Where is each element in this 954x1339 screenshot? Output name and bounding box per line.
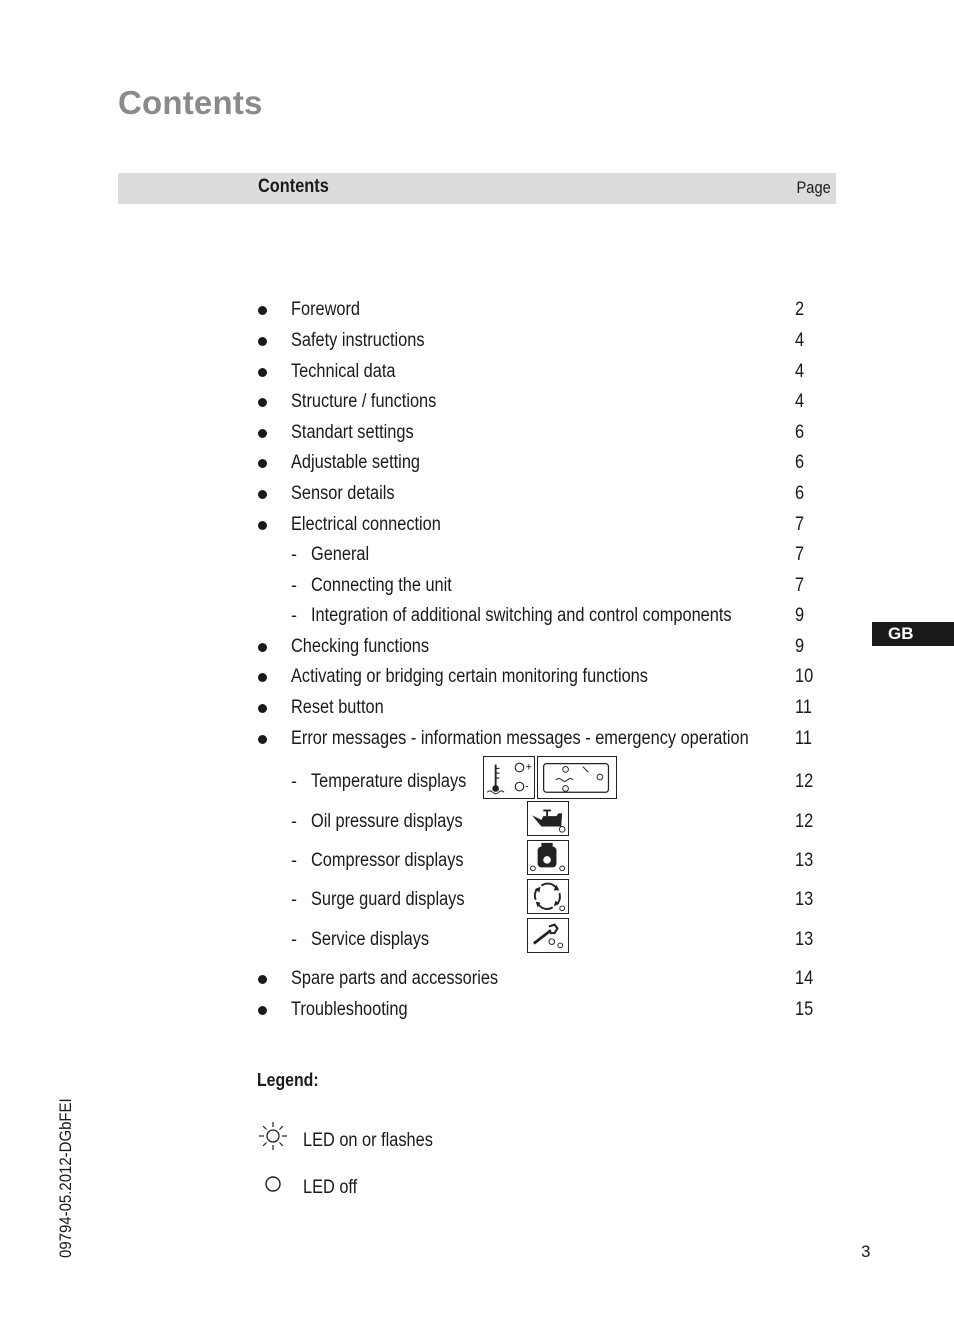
toc-entry-label: Reset button — [291, 697, 384, 718]
toc-entry-page: 12 — [795, 771, 814, 792]
toc-entry-label: Electrical connection — [291, 514, 441, 535]
toc-entry-label: Safety instructions — [291, 330, 425, 351]
toc-entry-adjustable-setting[interactable] — [0, 452, 954, 476]
toc-entry-label: Sensor details — [291, 483, 395, 504]
toc-subentry-integration[interactable] — [0, 605, 954, 629]
dash-marker: - — [291, 575, 297, 595]
toc-entry-label: Service displays — [311, 929, 430, 950]
toc-subentry-compressor-displays[interactable] — [0, 850, 954, 874]
toc-entry-label: Temperature displays — [311, 771, 467, 792]
toc-entry-error-messages[interactable] — [0, 728, 954, 752]
dash-marker: - — [291, 771, 297, 791]
toc-entry-label: Surge guard displays — [311, 889, 465, 910]
toc-entry-safety-instructions[interactable] — [0, 330, 954, 354]
toc-entry-page: 12 — [795, 811, 814, 832]
toc-entry-page: 6 — [795, 483, 805, 504]
toc-subentry-temperature-displays[interactable] — [0, 771, 954, 795]
toc-entry-page: 4 — [795, 330, 805, 351]
bullet-icon — [258, 306, 267, 315]
bullet-icon — [258, 704, 267, 713]
document-code: 09794-05.2012-DGbFEI — [56, 1098, 75, 1258]
toc-entry-label: Integration of additional switching and control components — [311, 605, 732, 626]
page-number: 3 — [861, 1242, 871, 1261]
toc-entry-page: 9 — [795, 605, 805, 626]
led-off-circle-icon — [264, 1175, 282, 1193]
toc-entry-label: Technical data — [291, 361, 396, 382]
toc-entry-electrical-connection[interactable] — [0, 514, 954, 538]
contents-header-bar — [118, 173, 836, 204]
water-circuit-led-icon — [537, 756, 617, 799]
bullet-icon — [258, 521, 267, 530]
toc-entry-reset-button[interactable] — [0, 697, 954, 721]
bullet-icon — [258, 975, 267, 984]
svg-text:+: + — [525, 762, 533, 773]
legend-led-on-label: LED on or flashes — [303, 1130, 433, 1151]
toc-entry-page: 4 — [795, 391, 805, 412]
toc-entry-page: 13 — [795, 929, 814, 950]
toc-entry-page: 7 — [795, 575, 805, 596]
bullet-icon — [258, 490, 267, 499]
toc-entry-page: 15 — [795, 999, 814, 1020]
bullet-icon — [258, 1006, 267, 1015]
toc-entry-label: Foreword — [291, 299, 361, 320]
toc-entry-page: 4 — [795, 361, 805, 382]
bullet-icon — [258, 368, 267, 377]
dash-marker: - — [291, 850, 297, 870]
toc-subentry-service-displays[interactable] — [0, 929, 954, 953]
dash-marker: - — [291, 811, 297, 831]
bullet-icon — [258, 735, 267, 744]
toc-subentry-surge-guard-displays[interactable] — [0, 889, 954, 913]
toc-entry-label: Adjustable setting — [291, 452, 420, 473]
toc-entry-label: Troubleshooting — [291, 999, 408, 1020]
dash-marker: - — [291, 605, 297, 625]
language-tab-gb: GB — [872, 622, 954, 646]
toc-entry-page: 13 — [795, 889, 814, 910]
legend-title: Legend: — [257, 1070, 319, 1090]
toc-entry-label: Activating or bridging certain monitoring functions — [291, 666, 648, 687]
dash-marker: - — [291, 889, 297, 909]
toc-entry-checking-functions[interactable] — [0, 636, 954, 660]
bullet-icon — [258, 643, 267, 652]
toc-entry-page: 14 — [795, 968, 814, 989]
toc-entry-page: 2 — [795, 299, 805, 320]
toc-entry-label: Checking functions — [291, 636, 430, 657]
toc-entry-label: Oil pressure displays — [311, 811, 463, 832]
bullet-icon — [258, 398, 267, 407]
toc-entry-label: Connecting the unit — [311, 575, 452, 596]
bullet-icon — [258, 673, 267, 682]
legend-led-off-label: LED off — [303, 1177, 358, 1198]
dash-marker: - — [291, 544, 297, 564]
bullet-icon — [258, 429, 267, 438]
toc-entry-technical-data[interactable] — [0, 361, 954, 385]
toc-entry-sensor-details[interactable] — [0, 483, 954, 507]
toc-entry-foreword[interactable] — [0, 299, 954, 323]
toc-entry-spare-parts[interactable] — [0, 968, 954, 992]
toc-entry-page: 11 — [795, 728, 812, 749]
thermometer-led-icon — [483, 756, 535, 799]
toc-entry-page: 10 — [795, 666, 814, 687]
toc-entry-troubleshooting[interactable] — [0, 999, 954, 1023]
page-title: Contents — [118, 84, 263, 121]
dash-marker: - — [291, 929, 297, 949]
toc-subentry-connecting-the-unit[interactable] — [0, 575, 954, 599]
toc-entry-page: 11 — [795, 697, 812, 718]
toc-entry-structure-functions[interactable] — [0, 391, 954, 415]
header-contents-label: Contents — [258, 176, 329, 197]
toc-entry-standart-settings[interactable] — [0, 422, 954, 446]
led-on-sun-icon — [257, 1120, 289, 1152]
toc-subentry-oil-pressure-displays[interactable] — [0, 811, 954, 835]
toc-entry-page: 6 — [795, 422, 805, 443]
toc-entry-page: 9 — [795, 636, 805, 657]
toc-entry-page: 7 — [795, 544, 805, 565]
rotation-arrows-icon — [527, 879, 569, 914]
toc-subentry-general[interactable] — [0, 544, 954, 568]
svg-text:-: - — [525, 781, 529, 793]
bullet-icon — [258, 337, 267, 346]
toc-entry-activating-bridging[interactable] — [0, 666, 954, 690]
toc-entry-label: Error messages - information messages - emergency operation — [291, 728, 749, 749]
wrench-icon — [527, 918, 569, 953]
toc-entry-label: Structure / functions — [291, 391, 437, 412]
toc-entry-label: General — [311, 544, 370, 565]
compressor-icon — [527, 840, 569, 875]
toc-entry-page: 13 — [795, 850, 814, 871]
toc-entry-label: Standart settings — [291, 422, 414, 443]
toc-entry-page: 7 — [795, 514, 805, 535]
toc-entry-page: 6 — [795, 452, 805, 473]
toc-entry-label: Spare parts and accessories — [291, 968, 499, 989]
bullet-icon — [258, 459, 267, 468]
toc-entry-label: Compressor displays — [311, 850, 464, 871]
header-page-label: Page — [796, 178, 831, 197]
oil-can-icon — [527, 801, 569, 836]
